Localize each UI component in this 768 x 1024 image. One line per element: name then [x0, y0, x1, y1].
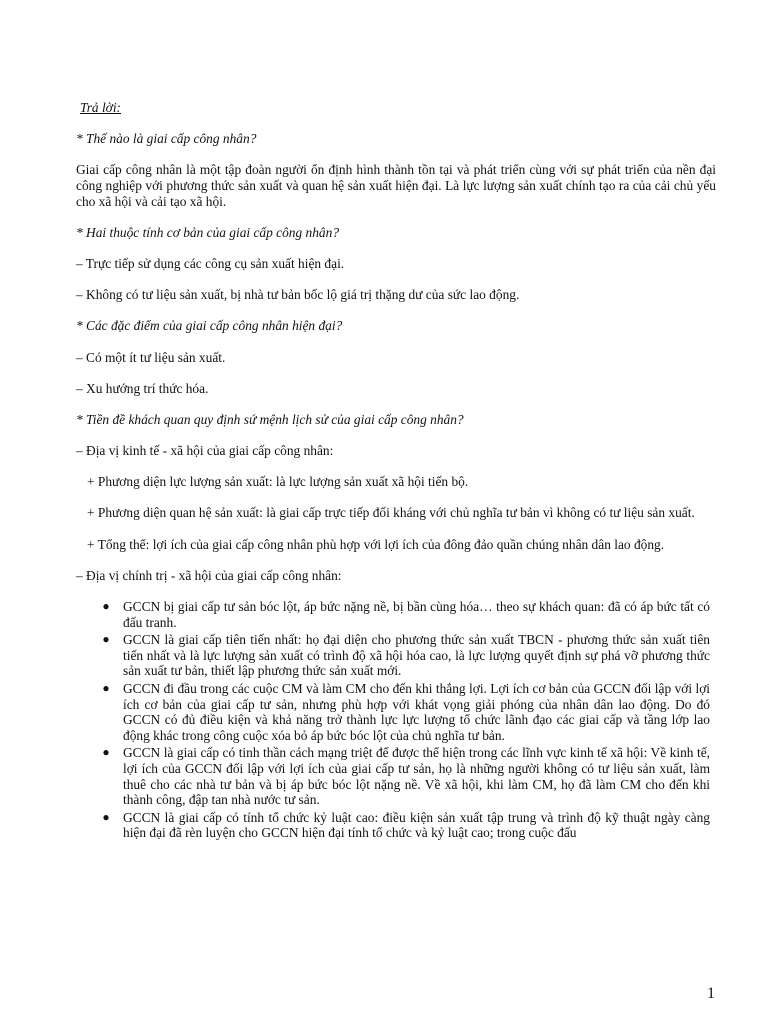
answer-1: Giai cấp công nhân là một tập đoàn người ổn định hình thành tồn tại và phát triển cùng với sự phát triển của nền đại công nghiệp với phương thức sản xuất và quan hệ sản xuất hiện đại. Là lực lượng sản xuất chính tạo ra của cải chủ yếu cho xã hội và cải tạo xã hội. [76, 162, 716, 209]
question-4: * Tiền đề khách quan quy định sứ mệnh lịch sử của giai cấp công nhân? [76, 411, 464, 427]
list-item [102, 809, 710, 841]
answer-4-sub-2: + Phương diện quan hệ sản xuất: là giai cấp trực tiếp đối kháng với chủ nghĩa tư bản vì không có tư liệu sản xuất. [87, 505, 695, 521]
answer-4-heading-2: – Địa vị chính trị - xã hội của giai cấp công nhân: [76, 567, 342, 583]
question-2: * Hai thuộc tính cơ bản của giai cấp công nhân? [76, 224, 340, 240]
answer-3-item-2: – Xu hướng trí thức hóa. [76, 380, 209, 396]
list-item-text: GCCN bị giai cấp tư sản bóc lột, áp bức nặng nề, bị bần cùng hóa… theo sự khách quan: đã có áp bức tất có đấu tranh. [123, 599, 710, 630]
answer-2-item-1: – Trực tiếp sử dụng các công cụ sản xuất hiện đại. [76, 255, 345, 271]
list-item-text: GCCN là giai cấp tiên tiến nhất: họ đại diện cho phương thức sản xuất TBCN - phương thức sản xuất tiên tiến nhất và là lực lượng sản xuất có trình độ xã hội hóa cao, là lực lượng quyết định sự phá vỡ phương thức sản xuất tư bản, thiết lập phương thức sản xuất mới. [123, 632, 710, 679]
list-item [102, 680, 710, 743]
answer-4-sub-3: + Tổng thể: lợi ích của giai cấp công nhân phù hợp với lợi ích của đông đảo quần chúng nhân dân lao động. [87, 536, 665, 552]
answer-3-item-1: – Có một ít tư liệu sản xuất. [76, 349, 226, 365]
bullet-icon: ● [102, 632, 110, 647]
list-item-text: GCCN là giai cấp có tính tổ chức kỷ luật cao: điều kiện sản xuất tập trung và trình độ kỹ thuật ngày càng hiện đại đã rèn luyện cho GCCN hiện đại tính tổ chức và kỷ luật cao; trong cuộc đấu [123, 809, 710, 841]
list-item-text: GCCN đi đầu trong các cuộc CM và làm CM cho đến khi thắng lợi. Lợi ích cơ bản của GCCN đối lập với lợi ích cơ bản của giai cấp tư sản, nhưng phù hợp với khát vọng giải phóng của nhân dân lao động. Do đó GCCN có đủ điều kiện và khả năng trở thành lực lực lượng tổ chức lãnh đạo các giai cấp và tầng lớp lao động khác trong công cuộc xóa bỏ áp bức bóc lột của chủ nghĩa tư bản. [123, 680, 710, 743]
answer-label-text: Trả lời: [80, 100, 122, 115]
bullet-icon: ● [102, 680, 110, 695]
list-item [102, 745, 710, 808]
answer-4-heading-1: – Địa vị kinh tế - xã hội của giai cấp công nhân: [76, 443, 334, 459]
bullet-icon: ● [102, 809, 110, 824]
question-3: * Các đặc điểm của giai cấp công nhân hiện đại? [76, 318, 343, 334]
list-item [102, 632, 710, 679]
question-1: * Thế nào là giai cấp công nhân? [76, 131, 257, 147]
list-item-text: GCCN là giai cấp có tinh thần cách mạng triệt để được thể hiện trong các lĩnh vực kinh tế xã hội: Về kinh tế, lợi ích của GCCN đối lập với lợi ích của giai cấp tư sản, họ là những người không có tư liệu sản xuất, làm thuê cho các nhà tư bản và bị áp bức bóc lột nặng nề. Về xã hội, khi làm CM, họ đã làm CM cho đến khi thành công, đập tan nhà nước tư sản. [123, 745, 710, 808]
answer-4-sub-1: + Phương diện lực lượng sản xuất: là lực lượng sản xuất xã hội tiến bộ. [87, 474, 469, 490]
list-item [102, 599, 710, 630]
answer-label [76, 100, 716, 116]
page-number: 1 [707, 985, 715, 1002]
answer-2-item-2: – Không có tư liệu sản xuất, bị nhà tư bản bốc lộ giá trị thặng dư của sức lao động. [76, 287, 520, 303]
bullet-icon: ● [102, 745, 110, 760]
bullet-list [76, 599, 716, 841]
bullet-icon: ● [102, 599, 110, 613]
document-body [76, 100, 716, 843]
